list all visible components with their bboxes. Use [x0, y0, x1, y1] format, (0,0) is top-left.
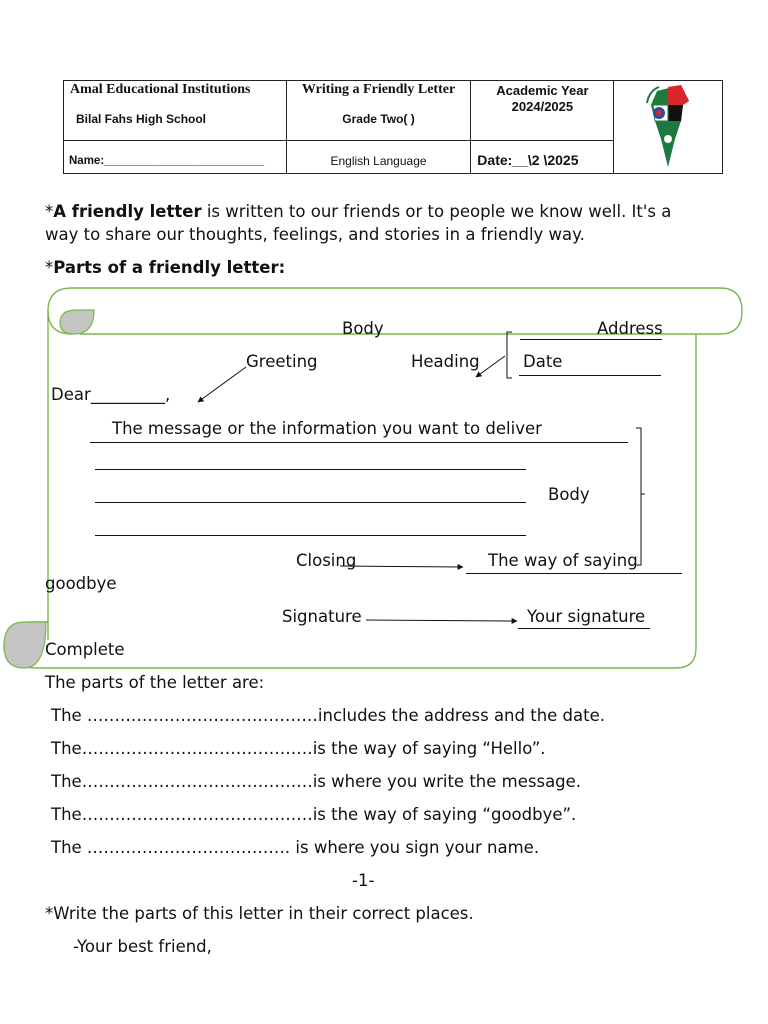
- heading-label: Heading: [411, 352, 480, 371]
- exercise-item-5[interactable]: The ………………………………. is where you sign your name.: [51, 838, 540, 857]
- intro-rest: is written to our friends or to people we know well. It's a: [201, 202, 672, 221]
- exercise-intro: The parts of the letter are:: [45, 673, 265, 692]
- intro-bold-term: A friendly letter: [53, 202, 202, 221]
- greeting-label: Greeting: [246, 352, 318, 371]
- exercise-item-2[interactable]: The……………………………………is the way of saying “Hello”.: [51, 739, 546, 758]
- school-name: Bilal Fahs High School: [76, 112, 207, 126]
- signature-desc: Your signature: [527, 607, 646, 626]
- intro-line-2: way to share our thoughts, feelings, and stories in a friendly way.: [45, 225, 585, 244]
- grade-label: Grade Two( ): [342, 112, 415, 126]
- exercise-item-3[interactable]: The……………………………………is where you write the message.: [51, 772, 582, 791]
- body-label-top: Body: [342, 319, 384, 338]
- closing-label: Closing: [296, 551, 357, 570]
- date-label: Date: [523, 352, 563, 371]
- parts-heading-star: *: [45, 258, 54, 277]
- exercise-item-1[interactable]: The ……………………………………includes the address and the date.: [51, 706, 606, 725]
- dear-label: Dear_________,: [51, 385, 171, 404]
- message-label: The message or the information you want to deliver: [112, 419, 542, 438]
- page-number: -1-: [352, 871, 375, 890]
- academic-year-label: Academic Year: [496, 83, 589, 98]
- subject-label: English Language: [330, 154, 427, 169]
- date-field[interactable]: Date:__\2 \2025: [477, 151, 579, 168]
- goodbye-label: goodbye: [45, 574, 117, 593]
- worksheet-title: Writing a Friendly Letter: [301, 82, 456, 97]
- complete-label: Complete: [45, 640, 125, 659]
- signature-label: Signature: [282, 607, 362, 626]
- exercise-item-4[interactable]: The……………………………………is the way of saying “goodbye”.: [51, 805, 577, 824]
- parts-heading-bold: Parts of a friendly letter:: [53, 258, 286, 277]
- institution-name: Amal Educational Institutions: [70, 82, 251, 97]
- name-field[interactable]: Name:_________________________: [69, 154, 265, 167]
- address-label: Address: [597, 319, 663, 338]
- closing-desc: The way of saying: [488, 551, 638, 570]
- task2-instruction: *Write the parts of this letter in their correct places.: [45, 904, 474, 923]
- intro-star: *: [45, 202, 54, 221]
- academic-year: 2024/2025: [511, 99, 574, 114]
- body-label-side: Body: [548, 485, 590, 504]
- task2-line-1: -Your best friend,: [73, 937, 212, 956]
